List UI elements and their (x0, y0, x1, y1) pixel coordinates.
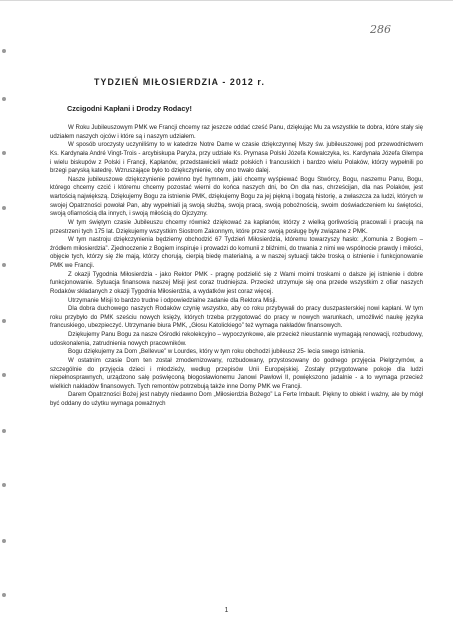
handwritten-page-number: 286 (370, 23, 391, 36)
letter-body (50, 124, 423, 409)
paragraph: W Roku Jubileuszowym PMK we Francji chcemy raz jeszcze oddać cześć Panu, dziękując Mu za wszystkie te dobra, które stały się udziałem naszych ojców i które są i naszym udziałem. (50, 124, 423, 140)
paragraph: W tym świętym czasie Jubileuszu chcemy również dziękować za kapłanów, którzy z wielką gorliwością pracowali i pracują na przestrzeni tych 175 lat. Dziękujemy wszystkim Siostrom Zakonnym, które przez swoją posługę były związane z PMK. (50, 218, 423, 235)
binder-mark (2, 429, 6, 433)
footer-page-number: 1 (224, 607, 229, 614)
binder-mark (2, 373, 6, 377)
binder-mark (2, 483, 6, 487)
binder-mark (2, 593, 6, 597)
paragraph: W tym nastroju dziękczynienia będziemy obchodzić 67 Tydzień Miłosierdzia, któremu towarzyszy hasło: „Komunia z Bogiem – źródłem miłosierdzia”. Zjednoczenie z Bogiem inspiruje i prowadzi do komunii z bliźnimi, do trwania z nimi we wspólnocie prawdy i miłości, objęcie tych, którzy się źle mają, którzy chorują, cierpią biedę materialną, a w naszej sytuacji także troską o istnienie i funkcjonowanie PMK we Francji. (50, 236, 423, 269)
greeting: Czcigodni Kapłani i Drodzy Rodacy! (67, 104, 192, 113)
paragraph: W sposób uroczysty uczyniliśmy to w katedrze Notre Dame w czasie dziękczynnej Mszy św. jubileuszowej pod przewodnictwem Ks. Kardynała André Vingt-Trois - arcybiskupa Paryża, przy udziale Ks. Prymasa Polski Józefa Kowalczyka, ks. Kardynała Józefa Glempa i wielu biskupów z Polski i Francji, Kapłanów, przedstawicieli władz polskich i francuskich i bardzo wielu Polaków, którzy wypełnili po brzegi paryską katedrę. Wzruszające było to dziękczynienie, oby ono trwało dalej. (50, 141, 423, 175)
paragraph: Dla dobra duchowego naszych Rodaków czynię wszystko, aby co roku przybywali do pracy duszpasterskiej nowi kapłani. W tym roku przybyło do PMK sześciu nowych księży, których trzeba przygotować do pracy w nowych warunkach, umożliwić naukę języka francuskiego, ubezpieczyć. Utrzymanie biura PMK, „Głosu Katolickiego” też wymaga nakładów finansowych. (50, 305, 423, 330)
paragraph: W ostatnim czasie Dom ten został zmodernizowany, rozbudowany, przystosowany do godnego przyjęcia Pielgrzymów, a szczególnie do przyjęcia dzieci i młodzieży, według przepisów Unii Europejskiej. Zostały przygotowane pokoje dla ludzi niepełnosprawnych, urządzono salę poświęconą błogosławionemu Janowi Pawłowi II, powiększono jadalnie - a to wymaga przecież wielkich nakładów finansowych. Tych remontów potrzebują także inne Domy PMK we Francji. (50, 356, 423, 390)
paragraph: Nasze jubileuszowe dziękczynienie powinno być hymnem, jaki chcemy wyśpiewać Bogu Stwórcy, Bogu, naszemu Panu, Bogu, którego chcemy czcić i któremu chcemy pozostać wierni do końca naszych dni, bo On dla nas, chrześcijan, dla nas Polaków, jest wartością największą. Dziękujemy Bogu za istnienie PMK, dziękujemy Bogu za jej piękną i bogatą historię, a zwłaszcza za ludzi, których w swojej Opatrzności powołał Pan, aby wypełniali ją swoją służbą, swoją pracą, swoją pobożnością, swoim doświadczeniem ku świętości, swoją ofiarnością dla innych, i swoją miłością do Ojczyzny. (50, 175, 423, 218)
binder-mark (2, 539, 6, 543)
binder-mark (2, 49, 6, 53)
document-title: TYDZIEŃ MIŁOSIERDZIA - 2012 r. (94, 77, 266, 87)
binder-mark (2, 319, 6, 323)
binder-hole-marks (0, 1, 10, 641)
paragraph: Z okazji Tygodnia Miłosierdzia - jako Rektor PMK - pragnę podzielić się z Wami moimi troskami o dalsze jej istnienie i dobre funkcjonowanie. Sytuacja finansowa naszej Misji jest coraz trudniejsza. Przecież utrzymuje się ona przede wszystkim z ofiar naszych Rodaków składanych z okazji Tygodnia Miłosierdzia, a wydatków jest coraz więcej. (50, 270, 423, 295)
binder-mark (2, 263, 6, 267)
paragraph: Dziękujemy Panu Bogu za nasze Ośrodki rekolekcyjno – wypoczynkowe, ale przecież nieustannie wymagają renowacji, rozbudowy, udoskonalenia, zatrudnienia nowych pracowników. (50, 331, 423, 347)
binder-mark (2, 97, 6, 101)
binder-mark (2, 206, 6, 210)
paragraph: Bogu dziękujemy za Dom „Bellevue” w Lourdes, który w tym roku obchodzi jubileusz 25- lecia swego istnienia. (68, 348, 366, 356)
paragraph: Darem Opatrzności Bożej jest nabyty niedawno Dom „Miłosierdzia Bożego” La Ferte Imbault. Piękny to obiekt i ważny, ale by mógł być oddany do użytku wymaga poważnych (50, 391, 423, 407)
binder-mark (2, 151, 6, 155)
paragraph: Utrzymanie Misji to bardzo trudne i odpowiedzialne zadanie dla Rektora Misji. (68, 296, 277, 304)
